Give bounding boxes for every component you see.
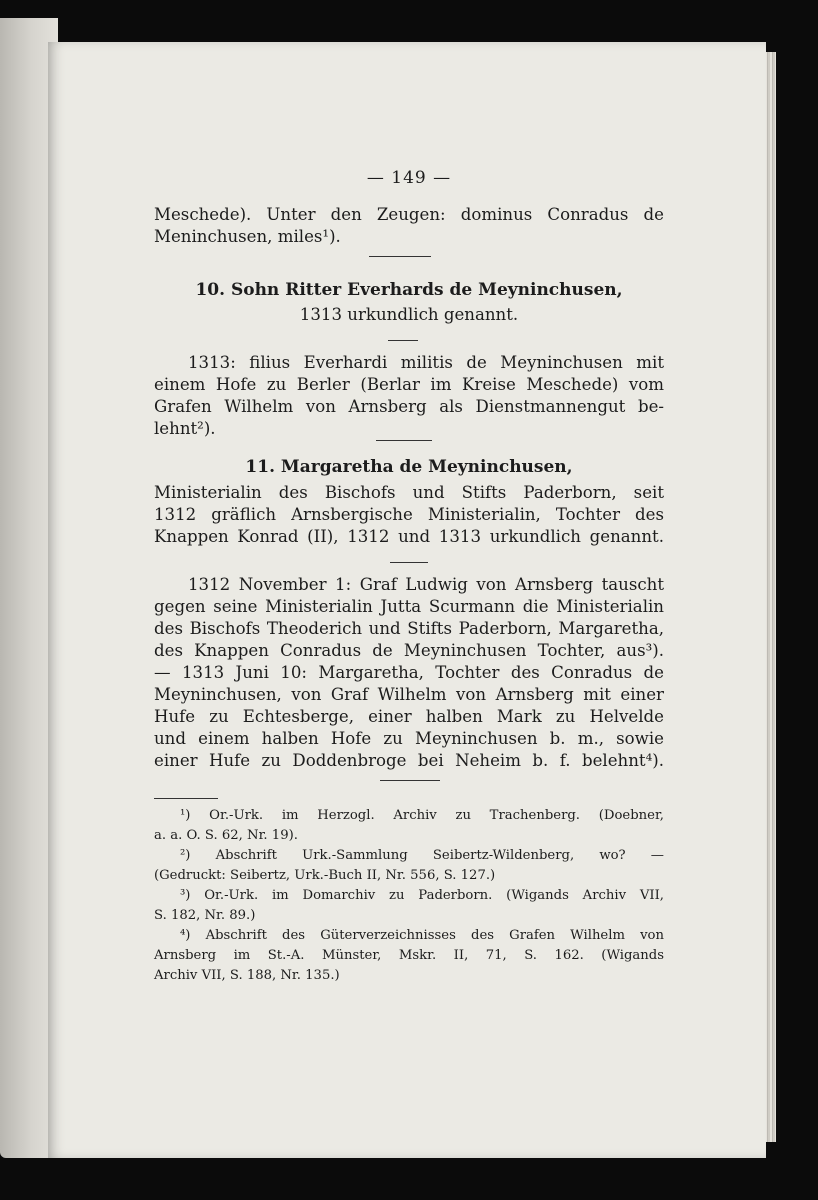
page-number: — 149 — [366, 168, 452, 188]
section-11-heading: 11. Margaretha de Meyninchusen, [245, 457, 573, 477]
footnote-line: S. 182, Nr. 89.) [154, 908, 256, 923]
section-divider [376, 440, 432, 441]
text-line: Ministerialin des Bischofs und Stifts Paderborn, seit [154, 483, 664, 502]
text-line: Grafen Wilhelm von Arnsberg als Dienstmannengut be- [154, 397, 664, 416]
section-divider [388, 340, 418, 341]
text-line: Meschede). Unter den Zeugen: dominus Conradus de [154, 205, 664, 224]
footnote-line: Archiv VII, S. 188, Nr. 135.) [154, 968, 340, 983]
footnote-1 [154, 806, 664, 846]
intro-paragraph [154, 204, 664, 248]
footnote-2 [154, 846, 664, 886]
text-line: 1312 gräflich Arnsbergische Ministerialin, Tochter des [154, 505, 664, 524]
section-11-body [154, 574, 664, 772]
footnote-4 [154, 926, 664, 986]
footnote-line: a. a. O. S. 62, Nr. 19). [154, 828, 298, 843]
section-divider [390, 562, 428, 563]
section-10-body [154, 352, 664, 440]
text-line: einem Hofe zu Berler (Berlar im Kreise Meschede) vom [154, 375, 664, 394]
section-11-subheading [154, 482, 664, 548]
text-line: lehnt²). [154, 419, 216, 438]
text-line: einer Hufe zu Doddenbroge bei Neheim b. f. belehnt⁴). [154, 751, 664, 770]
text-line: Hufe zu Echtesberge, einer halben Mark zu Helvelde [154, 707, 664, 726]
book-page [48, 42, 766, 1158]
footnote-3 [154, 886, 664, 926]
section-divider [380, 780, 440, 781]
footnote-line: (Gedruckt: Seibertz, Urk.-Buch II, Nr. 556, S. 127.) [154, 868, 496, 883]
text-line: und einem halben Hofe zu Meyninchusen b. m., sowie [154, 729, 664, 748]
section-divider [369, 256, 431, 257]
text-line: 1313: filius Everhardi militis de Meyninchusen mit [188, 353, 664, 372]
footnote-line: ⁴) Abschrift des Güterverzeichnisses des Grafen Wilhelm von [180, 928, 664, 943]
text-line: Meninchusen, miles¹). [154, 227, 341, 246]
text-line: gegen seine Ministerialin Jutta Scurmann die Ministerialin [154, 597, 664, 616]
text-line: des Knappen Conradus de Meyninchusen Tochter, aus³). [154, 641, 664, 660]
section-10-heading: 10. Sohn Ritter Everhards de Meyninchusen, [195, 280, 623, 300]
footnote-separator [154, 798, 218, 799]
footnote-line: ²) Abschrift Urk.-Sammlung Seibertz-Wildenberg, wo? — [180, 848, 664, 863]
text-line: des Bischofs Theoderich und Stifts Paderborn, Margaretha, [154, 619, 664, 638]
section-10-subheading: 1313 urkundlich genannt. [299, 305, 519, 324]
footnote-line: ³) Or.-Urk. im Domarchiv zu Paderborn. (Wigands Archiv VII, [180, 888, 664, 903]
text-line: 1312 November 1: Graf Ludwig von Arnsberg tauscht [188, 575, 664, 594]
text-line: Knappen Konrad (II), 1312 und 1313 urkundlich genannt. [154, 527, 664, 546]
text-line: Meyninchusen, von Graf Wilhelm von Arnsberg mit einer [154, 685, 664, 704]
footnote-line: ¹) Or.-Urk. im Herzogl. Archiv zu Trachenberg. (Doebner, [180, 808, 664, 823]
footnote-line: Arnsberg im St.-A. Münster, Mskr. II, 71, S. 162. (Wigands [154, 948, 664, 963]
text-line: — 1313 Juni 10: Margaretha, Tochter des Conradus de [154, 663, 664, 682]
